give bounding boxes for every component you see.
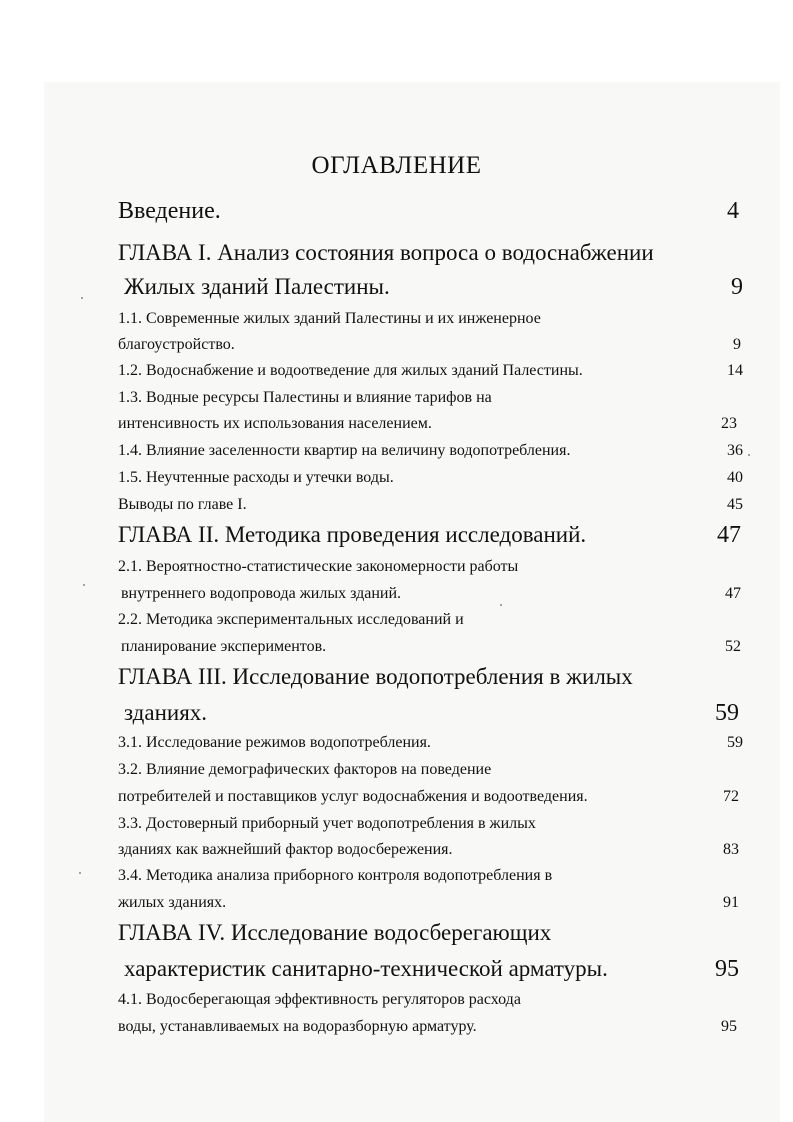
toc-entry-4-1-line1: 4.1. Водосберегающая эффективность регуляторов расхода: [118, 991, 521, 1008]
toc-entry-1-3-line2: интенсивность их использования населением.: [118, 415, 432, 432]
toc-entry-4-1-line2: воды, устанавливаемых на водоразборную арматуру.: [118, 1018, 477, 1035]
toc-entry-1-2-page: 14: [727, 362, 743, 379]
chapter4-heading-line2: характеристик санитарно-технической арматуры.: [124, 956, 608, 981]
toc-entry-3-4-page: 91: [723, 894, 739, 911]
chapter2-heading: ГЛАВА II. Методика проведения исследований.: [118, 522, 587, 547]
toc-entry-3-3-line1: 3.3. Достоверный приборный учет водопотребления в жилых: [118, 815, 536, 832]
toc-entry-3-3-line2: зданиях как важнейший фактор водосбережения.: [118, 841, 453, 858]
toc-entry-3-3-page: 83: [723, 841, 739, 858]
toc-entry-1-5-page: 40: [727, 469, 743, 486]
toc-entry-1-4: 1.4. Влияние заселенности квартир на величину водопотребления.: [118, 442, 571, 459]
intro-label: Введение.: [118, 198, 221, 224]
toc-entry-1-1-page: 9: [733, 336, 741, 353]
scan-speck: [500, 604, 502, 606]
chapter2-page: 47: [717, 522, 741, 548]
toc-entry-2-2-line2: планирование экспериментов.: [121, 638, 327, 655]
toc-entry-1-3-line1: 1.3. Водные ресурсы Палестины и влияние тарифов на: [118, 389, 492, 406]
scan-speck: [79, 872, 81, 874]
toc-entry-conclusions-1-page: 45: [727, 496, 743, 513]
intro-page: 4: [727, 198, 739, 224]
toc-entry-1-5: 1.5. Неучтенные расходы и утечки воды.: [118, 469, 394, 486]
toc-entry-2-1-line1: 2.1. Вероятностно-статистические закономерности работы: [118, 558, 519, 575]
toc-entry-conclusions-1: Выводы по главе I.: [118, 496, 247, 513]
toc-entry-3-4-line2: жилых зданиях.: [118, 894, 227, 911]
toc-entry-3-4-line1: 3.4. Методика анализа приборного контроля водопотребления в: [118, 867, 553, 884]
chapter3-heading-line1: ГЛАВА III. Исследование водопотребления в жилых: [118, 664, 633, 689]
toc-entry-4-1-page: 95: [721, 1018, 737, 1035]
toc-entry-2-2-page: 52: [725, 638, 741, 655]
toc-entry-3-1-page: 59: [727, 734, 743, 751]
scan-speck: [81, 297, 83, 299]
toc-entry-3-1: 3.1. Исследование режимов водопотребления.: [118, 734, 431, 751]
toc-entry-1-3-page: 23: [721, 415, 737, 432]
chapter4-page: 95: [715, 956, 739, 982]
chapter1-heading-line2: Жилых зданий Палестины.: [124, 274, 390, 299]
toc-entry-1-4-page: 36: [727, 442, 743, 459]
toc-entry-1-2: 1.2. Водоснабжение и водоотведение для жилых зданий Палестины.: [118, 362, 583, 379]
chapter3-page: 59: [715, 700, 739, 726]
toc-entry-2-1-line2: внутреннего водопровода жилых зданий.: [121, 585, 402, 602]
toc-title: ОГЛАВЛЕНИЕ: [311, 152, 482, 179]
toc-entry-3-2-line1: 3.2. Влияние демографических факторов на поведение: [118, 761, 492, 778]
scan-speck: [83, 584, 85, 586]
chapter1-heading-line1: ГЛАВА I. Анализ состояния вопроса о водоснабжении: [118, 240, 654, 265]
toc-entry-2-1-page: 47: [725, 585, 741, 602]
toc-entry-1-1-line1: 1.1. Современные жилых зданий Палестины и их инженерное: [118, 310, 541, 327]
chapter4-heading-line1: ГЛАВА IV. Исследование водосберегающих: [118, 920, 552, 945]
toc-entry-2-2-line1: 2.2. Методика экспериментальных исследований и: [118, 611, 464, 628]
toc-entry-1-1-line2: благоустройство.: [118, 336, 235, 353]
toc-entry-3-2-page: 72: [723, 788, 739, 805]
scan-speck: [748, 454, 750, 456]
chapter1-page: 9: [731, 274, 743, 300]
chapter3-heading-line2: зданиях.: [124, 700, 208, 725]
toc-entry-3-2-line2: потребителей и поставщиков услуг водоснабжения и водоотведения.: [118, 788, 588, 805]
